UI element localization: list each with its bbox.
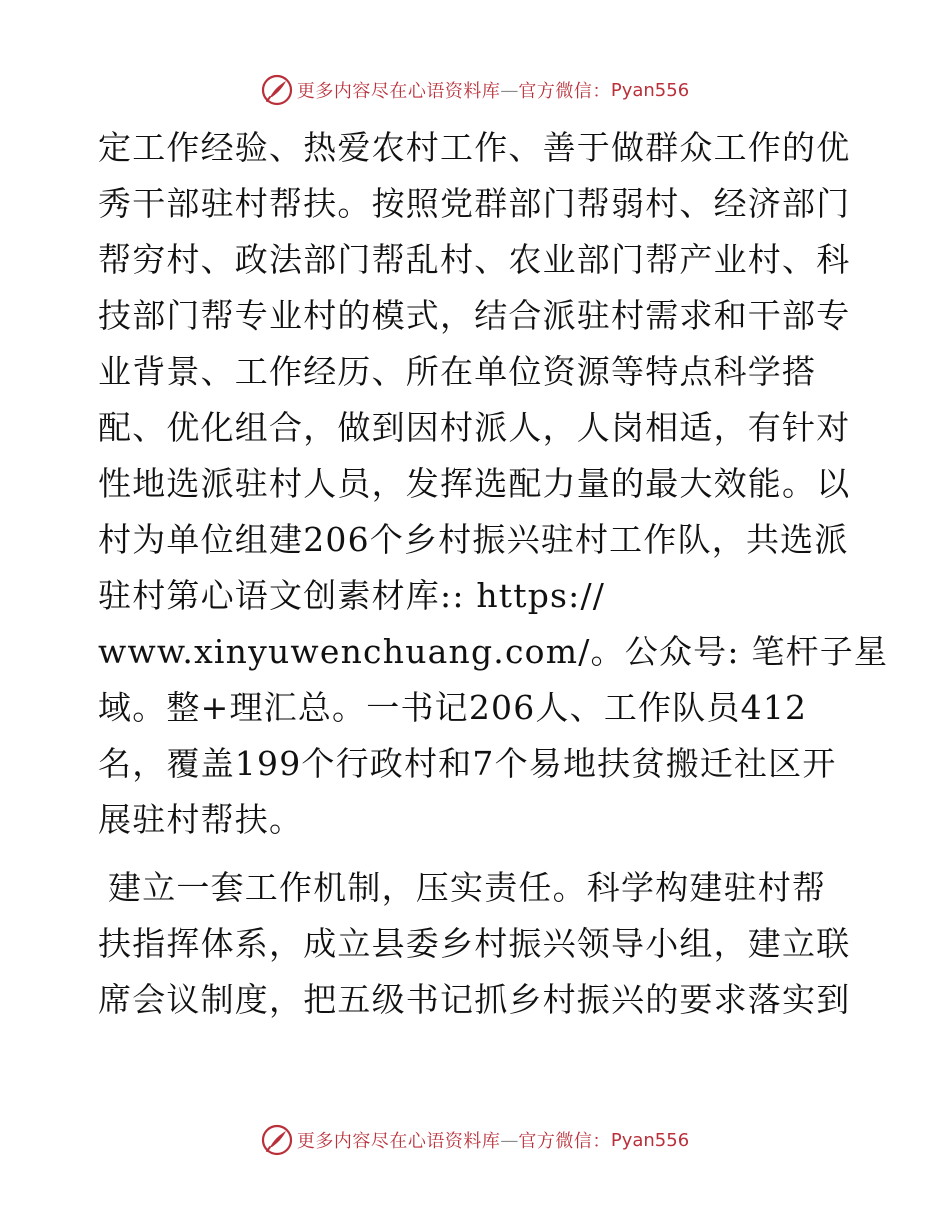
header-wechat-label: 官方微信：: [518, 81, 611, 102]
header-separator: —: [500, 79, 519, 101]
text-line: 业背景、工作经历、所在单位资源等特点科学搭: [98, 352, 817, 391]
footer-separator: —: [500, 1129, 519, 1151]
text-line: 技部门帮专业村的模式，结合派驻村需求和干部专: [98, 296, 851, 335]
text-line: 名，覆盖199个行政村和7个易地扶贫搬迁社区开: [98, 744, 837, 783]
feather-pen-logo-icon: [261, 74, 293, 106]
footer-site-text: 更多内容尽在心语资料库: [296, 1131, 501, 1152]
document-body: [98, 120, 889, 1028]
text-line: 性地选派驻村人员，发挥选配力量的最大效能。以: [98, 464, 851, 503]
text-line: 建立一套工作机制，压实责任。科学构建驻村帮: [108, 868, 827, 907]
text-line: 席会议制度，把五级书记抓乡村振兴的要求落实到: [98, 980, 851, 1019]
header-site-text: 更多内容尽在心语资料库: [296, 81, 501, 102]
paragraph-2: [98, 860, 858, 1028]
header-banner: [0, 72, 950, 108]
text-line: 秀干部驻村帮扶。按照党群部门帮弱村、经济部门: [98, 184, 851, 223]
text-line: 驻村第心语文创素材库:: https://: [98, 576, 606, 615]
text-line: 展驻村帮扶。: [98, 800, 304, 839]
header-wechat-id: Pyan556: [610, 79, 690, 101]
footer-wechat-label: 官方微信：: [518, 1131, 611, 1152]
text-line: 扶指挥体系，成立县委乡村振兴领导小组，建立联: [98, 924, 851, 963]
paragraph-1: [98, 120, 889, 848]
text-line: 帮穷村、政法部门帮乱村、农业部门帮产业村、科: [98, 240, 851, 279]
footer-wechat-id: Pyan556: [610, 1129, 690, 1151]
text-line: 域。整+理汇总。一书记206人、工作队员412: [98, 688, 808, 727]
feather-pen-logo-icon: [261, 1124, 293, 1156]
text-line: www.xinyuwenchuang.com/。公众号: 笔杆子星: [98, 632, 889, 671]
text-line: 村为单位组建206个乡村振兴驻村工作队，共选派: [98, 520, 849, 559]
footer-banner: [0, 1122, 950, 1158]
text-line: 定工作经验、热爱农村工作、善于做群众工作的优: [98, 128, 851, 167]
text-line: 配、优化组合，做到因村派人，人岗相适，有针对: [98, 408, 851, 447]
